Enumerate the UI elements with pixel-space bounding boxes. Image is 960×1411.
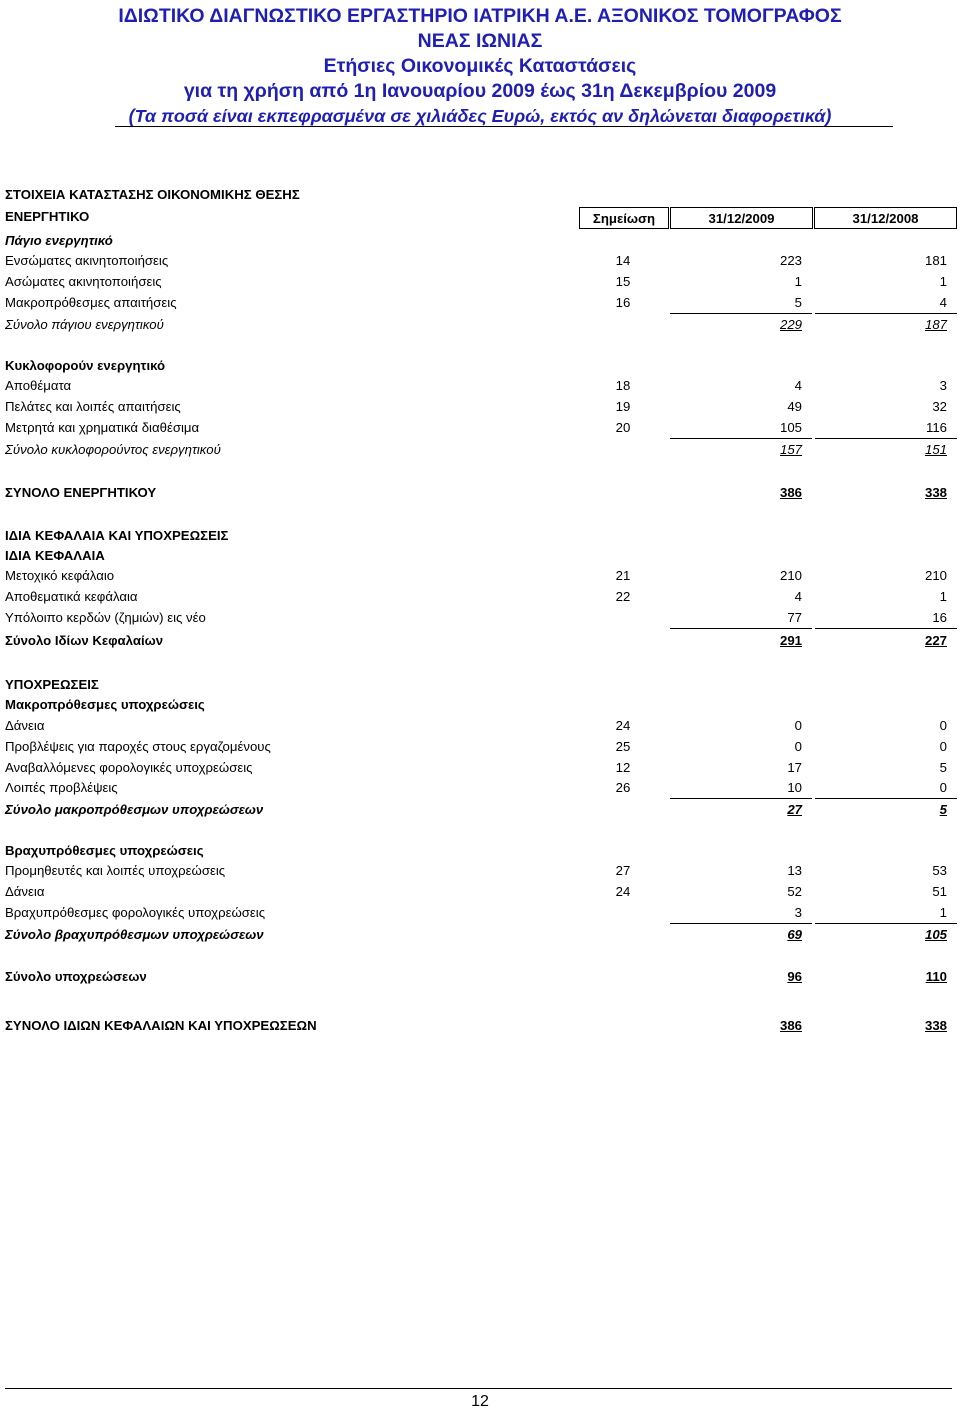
subtotal-rule: [670, 798, 812, 799]
row-value-2008: 16: [932, 610, 947, 625]
row-value-2008: 227: [924, 633, 947, 648]
table-row: [0, 609, 960, 627]
row-label: Δάνεια: [5, 718, 45, 733]
row-value-2008: 5: [939, 760, 947, 775]
table-row: [0, 968, 960, 986]
row-value-2008: 32: [932, 399, 947, 414]
row-value-2008: 51: [932, 884, 947, 899]
row-note: 18: [615, 378, 631, 393]
row-note: 14: [615, 253, 631, 268]
row-note: 16: [615, 295, 631, 310]
row-label: Αναβαλλόμενες φορολογικές υποχρεώσεις: [5, 760, 253, 775]
table-row: [0, 862, 960, 880]
row-value-2009: 69: [787, 927, 802, 942]
row-label: Σύνολο βραχυπρόθεσμων υποχρεώσεων: [5, 927, 264, 942]
row-label: ΕΝΕΡΓΗΤΙΚΟ: [5, 209, 90, 224]
row-value-2008: 5: [939, 802, 947, 817]
row-value-2009: 4: [794, 589, 802, 604]
row-value-2009: 10: [787, 780, 802, 795]
subtotal-rule: [670, 313, 812, 314]
table-row: [0, 547, 960, 565]
table-row: [0, 232, 960, 250]
row-label: ΣΥΝΟΛΟ ΙΔΙΩΝ ΚΕΦΑΛΑΙΩΝ ΚΑΙ ΥΠΟΧΡΕΩΣΕΩΝ: [5, 1018, 317, 1033]
table-row: [0, 883, 960, 901]
row-label: Υπόλοιπο κερδών (ζημιών) εις νέο: [5, 610, 206, 625]
subtotal-rule: [815, 438, 957, 439]
row-value-2008: 0: [939, 739, 947, 754]
row-label: Βραχυπρόθεσμες φορολογικές υποχρεώσεις: [5, 905, 266, 920]
row-value-2008: 3: [939, 378, 947, 393]
row-value-2009: 27: [787, 802, 802, 817]
row-label: Προβλέψεις για παροχές στους εργαζομένους: [5, 739, 271, 754]
row-note: 25: [615, 739, 631, 754]
row-value-2008: 187: [924, 317, 947, 332]
table-row: [0, 588, 960, 606]
row-label: Αποθεματικά κεφάλαια: [5, 589, 138, 604]
row-label: Σύνολο υποχρεώσεων: [5, 969, 147, 984]
row-value-2009: 4: [794, 378, 802, 393]
table-row: [0, 1017, 960, 1035]
row-label: ΙΔΙΑ ΚΕΦΑΛΑΙΑ ΚΑΙ ΥΠΟΧΡΕΩΣΕΙΣ: [5, 528, 229, 543]
row-label: Αποθέματα: [5, 378, 72, 393]
row-value-2008: 338: [924, 485, 947, 500]
table-row: [0, 738, 960, 756]
table-row: [0, 273, 960, 291]
subtotal-rule: [815, 313, 957, 314]
subtotal-rule: [815, 798, 957, 799]
table-row: [0, 676, 960, 694]
row-note: 24: [615, 884, 631, 899]
row-value-2008: 1: [939, 905, 947, 920]
row-label: Ενσώματες ακινητοποιήσεις: [5, 253, 169, 268]
row-label: Δάνεια: [5, 884, 45, 899]
row-value-2009: 77: [787, 610, 802, 625]
row-value-2009: 157: [779, 442, 802, 457]
currency-note: (Τα ποσά είναι εκπεφρασμένα σε χιλιάδες Ευρώ, εκτός αν δηλώνεται διαφορετικά): [128, 106, 832, 126]
row-value-2009: 210: [779, 568, 802, 583]
row-value-2009: 52: [787, 884, 802, 899]
row-label: Σύνολο Ιδίων Κεφαλαίων: [5, 633, 164, 648]
table-row: [0, 779, 960, 797]
row-note: 15: [615, 274, 631, 289]
row-value-2009: 5: [794, 295, 802, 310]
page-number: 12: [471, 1393, 489, 1410]
row-label: Προμηθευτές και λοιπές υποχρεώσεις: [5, 863, 226, 878]
column-header-note: Σημείωση: [579, 207, 669, 229]
table-row: [0, 441, 960, 459]
row-label: Βραχυπρόθεσμες υποχρεώσεις: [5, 843, 204, 858]
row-value-2009: 0: [794, 718, 802, 733]
row-value-2009: 49: [787, 399, 802, 414]
row-note: 21: [615, 568, 631, 583]
table-row: [0, 696, 960, 714]
row-value-2008: 116: [925, 420, 947, 435]
row-value-2009: 229: [779, 317, 802, 332]
subtotal-rule: [815, 923, 957, 924]
table-row: [0, 842, 960, 860]
table-row: [0, 419, 960, 437]
row-value-2009: 386: [779, 485, 802, 500]
table-row: [0, 632, 960, 650]
row-label: Λοιπές προβλέψεις: [5, 780, 118, 795]
subtotal-rule: [670, 438, 812, 439]
row-value-2008: 151: [924, 442, 947, 457]
table-row: [0, 316, 960, 334]
row-value-2009: 386: [779, 1018, 802, 1033]
period-line: για τη χρήση από 1η Ιανουαρίου 2009 έως 31η Δεκεμβρίου 2009: [183, 80, 777, 102]
column-header-2009: 31/12/2009: [670, 207, 813, 229]
row-value-2009: 13: [787, 863, 802, 878]
row-note: 26: [615, 780, 631, 795]
row-label: Σύνολο κυκλοφορούντος ενεργητικού: [5, 442, 221, 457]
row-note: 12: [615, 760, 631, 775]
row-value-2008: 1: [939, 589, 947, 604]
table-row: [0, 252, 960, 270]
row-label: Σύνολο μακροπρόθεσμων υποχρεώσεων: [5, 802, 264, 817]
subtotal-rule: [815, 628, 957, 629]
footer-rule: [5, 1388, 952, 1389]
company-name-line1: ΙΔΙΩΤΙΚΟ ΔΙΑΓΝΩΣΤΙΚΟ ΕΡΓΑΣΤΗΡΙΟ ΙΑΤΡΙΚΗ Α.Ε. ΑΞΟΝΙΚΟΣ ΤΟΜΟΓΡΑΦΟΣ: [118, 5, 842, 27]
row-value-2009: 105: [779, 420, 802, 435]
row-value-2008: 0: [939, 718, 947, 733]
row-note: 22: [615, 589, 631, 604]
row-label: ΣΥΝΟΛΟ ΕΝΕΡΓΗΤΙΚΟΥ: [5, 485, 157, 500]
row-value-2009: 0: [794, 739, 802, 754]
row-label: ΣΤΟΙΧΕΙΑ ΚΑΤΑΣΤΑΣΗΣ ΟΙΚΟΝΟΜΙΚΗΣ ΘΕΣΗΣ: [5, 187, 300, 202]
row-note: 20: [615, 420, 631, 435]
company-name-line2: ΝΕΑΣ ΙΩΝΙΑΣ: [417, 30, 543, 52]
table-row: [0, 801, 960, 819]
row-label: Πελάτες και λοιπές απαιτήσεις: [5, 399, 181, 414]
row-value-2009: 1: [794, 274, 802, 289]
row-value-2008: 0: [939, 780, 947, 795]
row-value-2008: 105: [924, 927, 947, 942]
row-label: Πάγιο ενεργητικό: [5, 233, 113, 248]
table-row: [0, 294, 960, 312]
row-value-2008: 110: [925, 969, 947, 984]
table-row: [0, 904, 960, 922]
row-label: ΥΠΟΧΡΕΩΣΕΙΣ: [5, 677, 99, 692]
row-value-2008: 4: [939, 295, 947, 310]
statements-title: Ετήσιες Οικονομικές Καταστάσεις: [323, 55, 637, 77]
row-value-2009: 291: [779, 633, 802, 648]
row-note: 27: [615, 863, 631, 878]
row-label: Μετρητά και χρηματικά διαθέσιμα: [5, 420, 200, 435]
row-note: 24: [615, 718, 631, 733]
table-row: [0, 717, 960, 735]
row-label: Μακροπρόθεσμες απαιτήσεις: [5, 295, 177, 310]
table-row: [0, 398, 960, 416]
table-row: [0, 377, 960, 395]
table-row: [0, 527, 960, 545]
row-value-2008: 338: [924, 1018, 947, 1033]
row-label: Ασώματες ακινητοποιήσεις: [5, 274, 162, 289]
subtotal-rule: [670, 923, 812, 924]
row-label: Μετοχικό κεφάλαιο: [5, 568, 115, 583]
row-label: Σύνολο πάγιου ενεργητικού: [5, 317, 164, 332]
subtotal-rule: [670, 628, 812, 629]
table-row: [0, 484, 960, 502]
table-row: [0, 208, 960, 226]
row-value-2008: 181: [924, 253, 947, 268]
table-row: [0, 759, 960, 777]
row-value-2009: 223: [779, 253, 802, 268]
table-row: [0, 926, 960, 944]
row-value-2008: 1: [939, 274, 947, 289]
row-value-2009: 96: [787, 969, 802, 984]
row-note: 19: [615, 399, 631, 414]
table-row: [0, 357, 960, 375]
table-row: [0, 567, 960, 585]
row-label: Μακροπρόθεσμες υποχρεώσεις: [5, 697, 205, 712]
row-value-2009: 17: [787, 760, 802, 775]
table-row: [0, 186, 960, 204]
row-label: Κυκλοφορούν ενεργητικό: [5, 358, 166, 373]
row-value-2008: 53: [932, 863, 947, 878]
row-value-2008: 210: [924, 568, 947, 583]
row-label: ΙΔΙΑ ΚΕΦΑΛΑΙΑ: [5, 548, 105, 563]
row-value-2009: 3: [794, 905, 802, 920]
column-header-2008: 31/12/2008: [814, 207, 957, 229]
